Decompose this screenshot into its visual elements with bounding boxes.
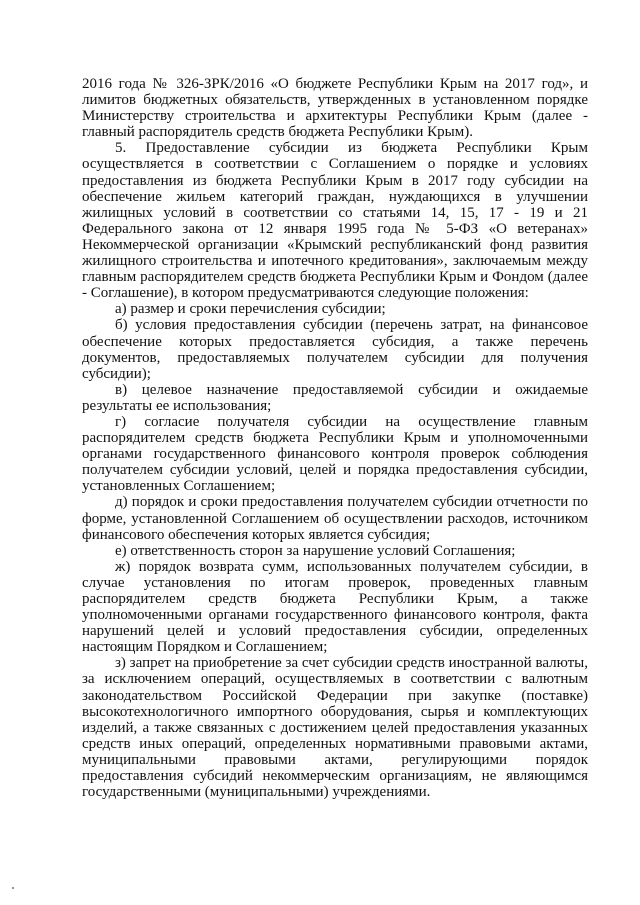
list-item-a: а) размер и сроки перечисления субсидии; bbox=[115, 301, 386, 318]
list-item-b: б) условия предоставления субсидии (перечень затрат, на финансовое обеспечение которых предоставляется субсидия, а также перечень документов, предоставляемых получателем субсидии для получения субсидии); bbox=[82, 317, 588, 382]
list-item-e: е) ответственность сторон за нарушение условий Соглашения; bbox=[115, 542, 516, 559]
list-item-z: з) запрет на приобретение за счет субсидии средств иностранной валюты, за исключением операций, осуществляемых в соответствии с валютным законодательством Российской Федерации при закупке (поставке) высокотехнологичного импортного оборудования, сырья и комплектующих изделий, а также связанных с достижением целей предоставления указанных средств иных операций, определенных нормативными правовыми актами, муниципальными правовыми актами, регулирующими порядок предоставления субсидий некоммерческим организациям, не являющимся государственными (муниципальными) учреждениями. bbox=[82, 655, 588, 801]
list-item-g: г) согласие получателя субсидии на осуществление главным распорядителем средств бюджета Республики Крым и уполномоченными органами государственного финансового контроля проверок соблюдения получателем субсидии условий, целей и порядка предоставления субсидии, установленных Соглашением; bbox=[82, 413, 588, 495]
list-item-zh: ж) порядок возврата сумм, использованных получателем субсидии, в случае установления по итогам проверок, проведенных главным распорядителем средств бюджета Республики Крым, а также уполномоченными органами государственного финансового контроля, факта нарушений целей и условий предоставления субсидии, определенных настоящим Порядком и Соглашением; bbox=[82, 558, 588, 656]
list-item-d: д) порядок и сроки предоставления получателем субсидии отчетности по форме, установленной Соглашением об осуществлении расходов, источником финансового обеспечения которых является субсидия; bbox=[82, 494, 588, 543]
document-body bbox=[82, 76, 588, 800]
paragraph-item-5: 5. Предоставление субсидии из бюджета Республики Крым осуществляется в соответствии с Соглашением о порядке и условиях предоставления из бюджета Республики Крым в 2017 году субсидии на обеспечение жильем категорий граждан, нуждающихся в улучшении жилищных условий в соответствии со статьями 14, 15, 17 - 19 и 21 Федерального закона от 12 января 1995 года № 5-ФЗ «О ветеранах» Некоммерческой организации «Крымский республиканский фонд развития жилищного строительства и ипотечного кредитования», заключаемым между главным распорядителем средств бюджета Республики Крым и Фондом (далее - Соглашение), в котором предусматриваются следующие положения: bbox=[82, 140, 588, 302]
list-item-v: в) целевое назначение предоставляемой субсидии и ожидаемые результаты ее использования; bbox=[82, 381, 588, 414]
scan-speck bbox=[12, 887, 14, 889]
paragraph-continuation: 2016 года № 326-ЗРК/2016 «О бюджете Республики Крым на 2017 год», и лимитов бюджетных обязательств, утвержденных в установленном порядке Министерству строительства и архитектуры Республики Крым (далее - главный распорядитель средств бюджета Республики Крым). bbox=[82, 76, 588, 141]
